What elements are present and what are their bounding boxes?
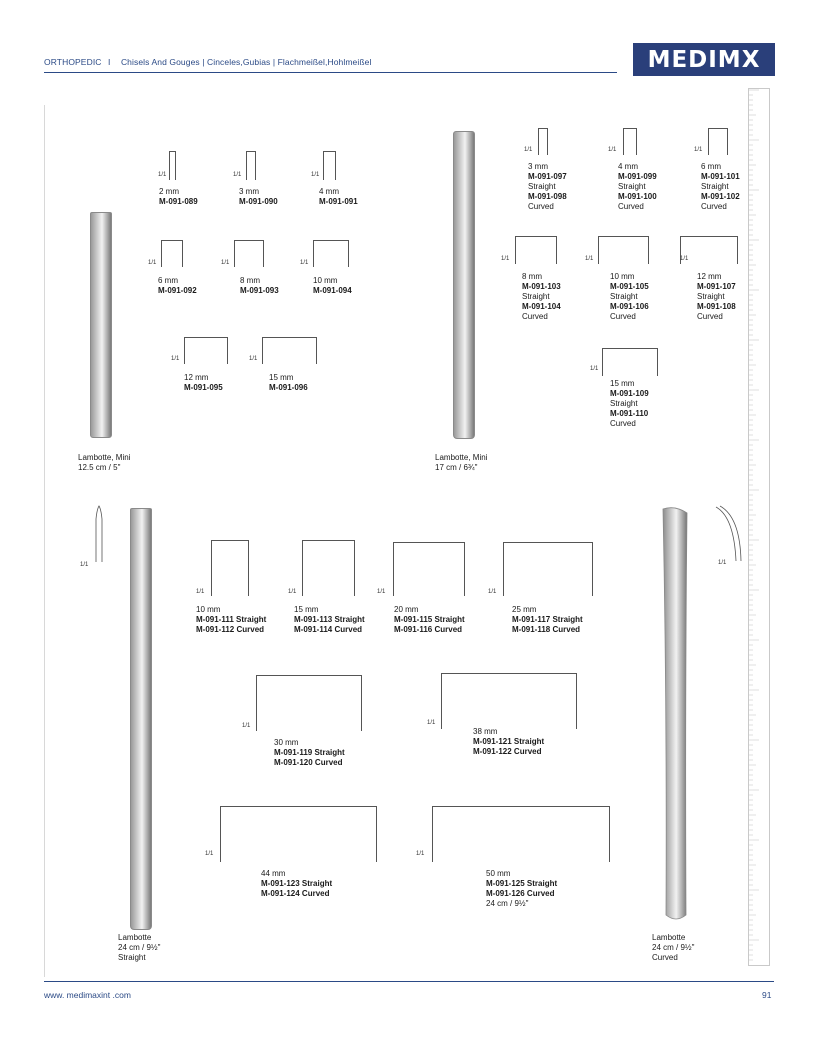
scale-label: 1/1 <box>148 260 157 266</box>
item-code-straight: M-091-097 <box>528 172 567 181</box>
scale-label: 1/1 <box>311 172 320 178</box>
item-size: 38 mm <box>473 727 498 736</box>
item-code-straight: M-091-119 Straight <box>274 748 345 757</box>
item-2mm <box>159 187 198 207</box>
scale-label: 1/1 <box>718 560 727 566</box>
item-code-curved: M-091-106 <box>610 302 649 311</box>
chisel-image-straight <box>130 508 152 930</box>
scale-label: 1/1 <box>205 851 214 857</box>
item-length: 24 cm / 9½" <box>486 899 529 908</box>
item-size: 15 mm <box>294 605 319 614</box>
tip-l-10mm <box>211 540 249 596</box>
item-code-straight: M-091-109 <box>610 389 649 398</box>
mini-a-length: 12.5 cm / 5" <box>78 463 121 472</box>
tip-l-38mm <box>441 673 577 729</box>
item-code-curved: M-091-116 Curved <box>394 625 463 634</box>
scale-label: 1/1 <box>488 589 497 595</box>
scale-label: 1/1 <box>608 147 617 153</box>
brand-logo: MEDIMX <box>633 43 775 76</box>
item-size: 3 mm <box>528 162 548 171</box>
item-size: 12 mm <box>697 272 722 281</box>
scale-label: 1/1 <box>585 256 594 262</box>
item-l-15mm <box>294 605 365 635</box>
scale-label: 1/1 <box>300 260 309 266</box>
item-size: 25 mm <box>512 605 537 614</box>
tip-8mm <box>234 240 264 267</box>
straight-label: Lambotte <box>118 933 152 942</box>
scale-label: 1/1 <box>249 356 258 362</box>
tip-b-3mm <box>538 128 548 155</box>
curved-label: Lambotte <box>652 933 686 942</box>
tip-2mm <box>169 151 176 180</box>
item-size: 4 mm <box>319 187 339 196</box>
item-size: 2 mm <box>159 187 179 196</box>
item-size: 30 mm <box>274 738 299 747</box>
item-10mm <box>313 276 352 296</box>
item-code-curved: M-091-108 <box>697 302 736 311</box>
tip-b-12mm <box>680 236 738 264</box>
item-size: 6 mm <box>701 162 721 171</box>
header-separator: I <box>108 57 111 67</box>
curved-word: Curved <box>528 202 554 211</box>
scale-label: 1/1 <box>694 147 703 153</box>
footer-rule <box>44 981 774 982</box>
mini-b-caption <box>435 453 487 473</box>
straight-word: Straight <box>528 182 556 191</box>
item-code-straight: M-091-113 Straight <box>294 615 365 624</box>
item-size: 3 mm <box>239 187 259 196</box>
item-15mm <box>269 373 308 393</box>
item-code-straight: M-091-111 Straight <box>196 615 267 624</box>
scale-label: 1/1 <box>288 589 297 595</box>
item-size: 6 mm <box>158 276 178 285</box>
curved-word: Curved <box>610 312 636 321</box>
item-size: 15 mm <box>269 373 294 382</box>
tip-12mm <box>184 337 228 364</box>
item-12mm <box>184 373 223 393</box>
item-code-straight: M-091-117 Straight <box>512 615 583 624</box>
tip-4mm <box>323 151 336 180</box>
item-4mm <box>319 187 358 207</box>
curved-caption <box>652 933 694 963</box>
item-l-30mm <box>274 738 345 768</box>
item-code-curved: M-091-118 Curved <box>512 625 581 634</box>
item-code: M-091-094 <box>313 286 352 295</box>
tip-10mm <box>313 240 349 267</box>
tip-3mm <box>246 151 256 180</box>
item-code-straight: M-091-123 Straight <box>261 879 333 888</box>
item-b-6mm <box>701 162 740 212</box>
tip-l-44mm <box>220 806 377 862</box>
straight-caption <box>118 933 160 963</box>
item-code: M-091-089 <box>159 197 198 206</box>
tip-b-6mm <box>708 128 728 155</box>
item-8mm <box>240 276 279 296</box>
item-b-4mm <box>618 162 657 212</box>
mini-a-caption <box>78 453 130 473</box>
scale-label: 1/1 <box>242 723 251 729</box>
curved-type: Curved <box>652 953 678 962</box>
curved-word: Curved <box>701 202 727 211</box>
scale-label: 1/1 <box>221 260 230 266</box>
mini-a-label: Lambotte, Mini <box>78 453 131 462</box>
tip-b-10mm <box>598 236 649 264</box>
curved-edge-profile <box>714 505 744 563</box>
item-b-12mm <box>697 272 736 322</box>
curved-word: Curved <box>697 312 723 321</box>
straight-word: Straight <box>701 182 729 191</box>
tip-b-4mm <box>623 128 637 155</box>
scale-label: 1/1 <box>171 356 180 362</box>
item-code-curved: M-091-100 <box>618 192 657 201</box>
scale-label: 1/1 <box>590 366 599 372</box>
scale-label: 1/1 <box>158 172 167 178</box>
scale-label: 1/1 <box>524 147 533 153</box>
straight-word: Straight <box>618 182 646 191</box>
item-size: 10 mm <box>610 272 635 281</box>
item-b-8mm <box>522 272 561 322</box>
item-size: 12 mm <box>184 373 209 382</box>
item-l-25mm <box>512 605 583 635</box>
straight-word: Straight <box>610 292 638 301</box>
scale-label: 1/1 <box>233 172 242 178</box>
item-code-straight: M-091-107 <box>697 282 736 291</box>
curved-word: Curved <box>618 202 644 211</box>
tip-l-30mm <box>256 675 362 731</box>
item-size: 50 mm <box>486 869 511 878</box>
tip-l-15mm <box>302 540 355 596</box>
scale-label: 1/1 <box>680 256 689 262</box>
item-size: 10 mm <box>196 605 221 614</box>
item-code-curved: M-091-122 Curved <box>473 747 542 756</box>
item-code-curved: M-091-126 Curved <box>486 889 555 898</box>
item-l-50mm <box>486 869 557 909</box>
curved-word: Curved <box>610 419 636 428</box>
curved-word: Curved <box>522 312 548 321</box>
mini-b-length: 17 cm / 6¾" <box>435 463 478 472</box>
item-code-curved: M-091-104 <box>522 302 561 311</box>
item-code: M-091-096 <box>269 383 308 392</box>
scale-label: 1/1 <box>377 589 386 595</box>
scale-label: 1/1 <box>196 589 205 595</box>
straight-type: Straight <box>118 953 146 962</box>
item-code-straight: M-091-115 Straight <box>394 615 465 624</box>
tip-l-50mm <box>432 806 610 862</box>
item-code: M-091-095 <box>184 383 223 392</box>
item-size: 8 mm <box>522 272 542 281</box>
curved-chisel-image <box>655 505 691 925</box>
item-code-straight: M-091-103 <box>522 282 561 291</box>
mini-b-label: Lambotte, Mini <box>435 453 488 462</box>
footer-website[interactable]: www. medimaxint .com <box>44 990 131 1000</box>
item-l-44mm <box>261 869 332 899</box>
item-size: 8 mm <box>240 276 260 285</box>
item-size: 20 mm <box>394 605 419 614</box>
item-code-curved: M-091-098 <box>528 192 567 201</box>
item-code-curved: M-091-114 Curved <box>294 625 363 634</box>
item-size: 44 mm <box>261 869 286 878</box>
straight-word: Straight <box>610 399 638 408</box>
item-code-curved: M-091-102 <box>701 192 740 201</box>
item-b-10mm <box>610 272 649 322</box>
item-code-curved: M-091-120 Curved <box>274 758 343 767</box>
header-rule <box>44 72 617 73</box>
item-l-38mm <box>473 727 544 757</box>
item-code: M-091-090 <box>239 197 278 206</box>
tip-b-15mm <box>602 348 658 376</box>
straight-word: Straight <box>522 292 550 301</box>
item-3mm <box>239 187 278 207</box>
item-code-curved: M-091-124 Curved <box>261 889 330 898</box>
item-code-curved: M-091-112 Curved <box>196 625 265 634</box>
curved-length: 24 cm / 9½" <box>652 943 695 952</box>
item-code-curved: M-091-110 <box>610 409 649 418</box>
tip-l-20mm <box>393 542 465 596</box>
item-code-straight: M-091-105 <box>610 282 649 291</box>
straight-edge-profile <box>92 505 106 563</box>
tip-6mm <box>161 240 183 267</box>
tip-b-8mm <box>515 236 557 264</box>
chisel-image-mini-b <box>453 131 475 439</box>
item-size: 15 mm <box>610 379 635 388</box>
item-code: M-091-091 <box>319 197 358 206</box>
item-code-straight: M-091-099 <box>618 172 657 181</box>
header-title: Chisels And Gouges | Cinceles,Gubias | Flachmeißel,Hohlmeißel <box>120 57 372 67</box>
scale-label: 1/1 <box>427 720 436 726</box>
item-size: 4 mm <box>618 162 638 171</box>
item-code-straight: M-091-121 Straight <box>473 737 545 746</box>
straight-word: Straight <box>697 292 725 301</box>
tip-l-25mm <box>503 542 593 596</box>
header-category: ORTHOPEDIC <box>44 57 102 67</box>
item-b-3mm <box>528 162 567 212</box>
page-header <box>44 57 371 67</box>
item-6mm <box>158 276 197 296</box>
tip-15mm <box>262 337 317 364</box>
scale-label: 1/1 <box>501 256 510 262</box>
item-code-straight: M-091-125 Straight <box>486 879 558 888</box>
item-l-10mm <box>196 605 266 635</box>
page-number: 91 <box>762 990 772 1000</box>
item-b-15mm <box>610 379 649 429</box>
item-code-straight: M-091-101 <box>701 172 740 181</box>
item-size: 10 mm <box>313 276 338 285</box>
straight-length: 24 cm / 9½" <box>118 943 161 952</box>
item-code: M-091-093 <box>240 286 279 295</box>
scale-label: 1/1 <box>416 851 425 857</box>
scale-label: 1/1 <box>80 562 89 568</box>
item-l-20mm <box>394 605 465 635</box>
item-code: M-091-092 <box>158 286 197 295</box>
chisel-image-mini-a <box>90 212 112 438</box>
